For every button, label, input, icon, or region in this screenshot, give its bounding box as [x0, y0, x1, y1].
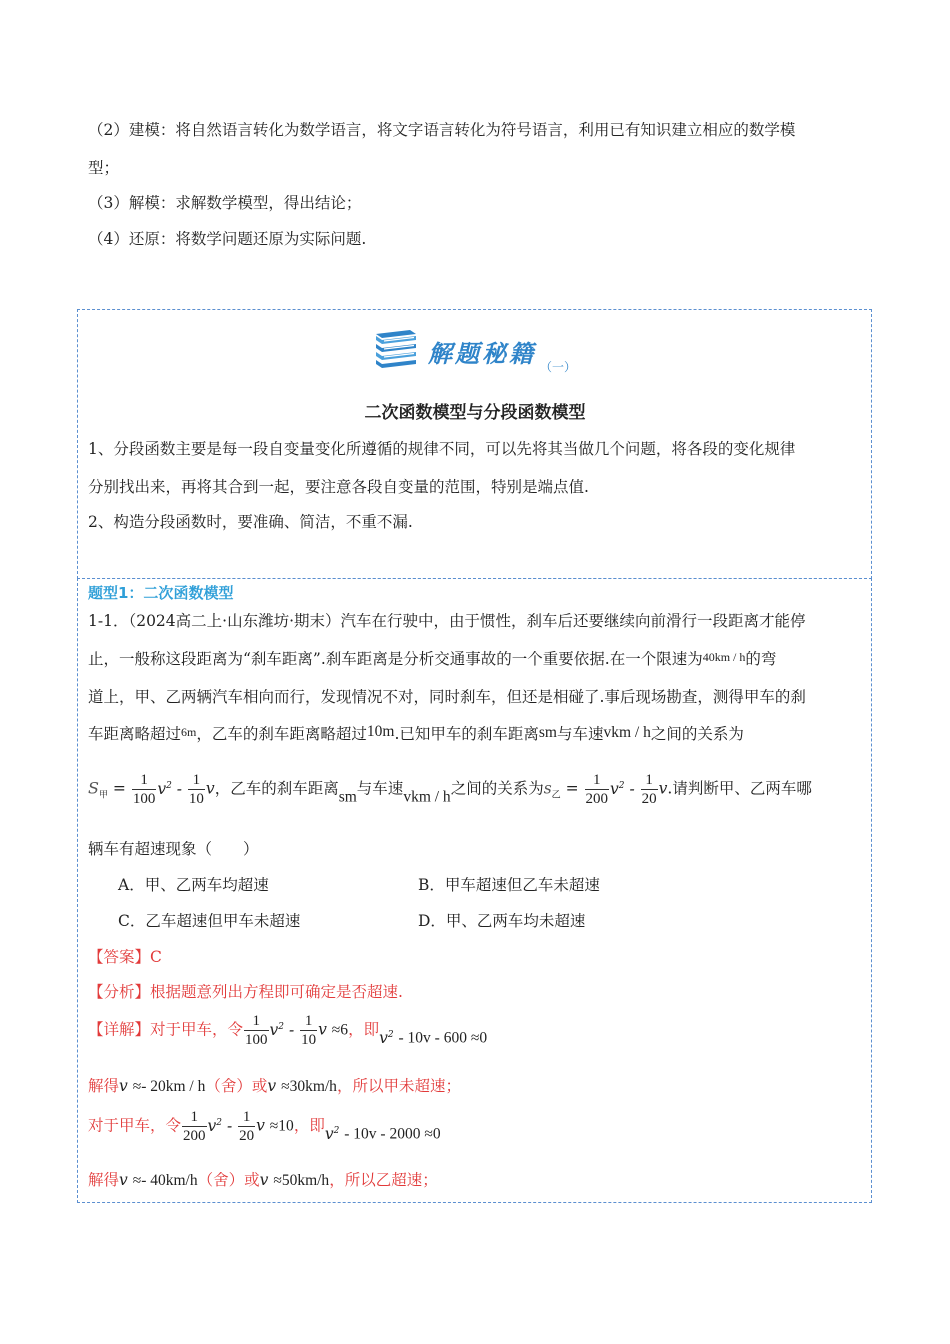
problem-text: 的弯: [745, 650, 777, 668]
formula-jia-lhs: S: [88, 778, 99, 798]
problem-line-2: [88, 647, 776, 669]
tip-2: 2、构造分段函数时，要准确、简洁，不重不漏.: [88, 513, 413, 531]
fraction: $\frac{1}{10}$: [301, 1013, 317, 1048]
detail-line-1: 【详解】对于甲车，令 $\frac{1}{100}$ $v^2$ - $\frac{1}{10}$ v ≈6，即$v^2 - 10v - 600 \approx 0$: [88, 1013, 488, 1048]
speed-limit: 40km / h: [702, 650, 746, 664]
fraction: $\frac{1}{200}$: [183, 1109, 206, 1144]
solution-value: ≈50km/h: [273, 1172, 330, 1189]
problem-text: 止，一般称这段距离为“刹车距离”.刹车距离是分析交通事故的一个重要依据.在一个限速为: [88, 650, 703, 668]
formula-jia-sub: 甲: [98, 790, 108, 801]
banner-title: 解题秘籍: [428, 339, 536, 368]
var-s: sm: [538, 724, 557, 741]
fraction: $\frac{1}{100}$: [132, 772, 156, 807]
var-v: vkm / h: [603, 724, 651, 741]
detail-label: 【详解】对于甲车，令: [88, 1020, 244, 1039]
intro-step-2-line1: （2）建模：将自然语言转化为数学语言，将文字语言转化为符号语言，利用已有知识建立相应的数学模: [88, 121, 796, 139]
option-a[interactable]: A．甲、乙两车均超速: [118, 876, 269, 894]
solution-value: ≈- 20km / h: [132, 1078, 206, 1095]
problem-text: 与车速: [356, 779, 404, 798]
problem-text: ，乙车的刹车距离: [214, 779, 339, 798]
problem-line-3: 道上，甲、乙两辆汽车相向而行，发现情况不对，同时刹车，但还是相碰了.事后现场勘查，测得甲车的刹: [88, 688, 806, 706]
problem-text: ，乙车的刹车距离略超过: [196, 725, 367, 743]
problem-text: 之间的关系为: [450, 779, 544, 798]
fraction: $\frac{1}{10}$: [188, 772, 204, 807]
formula-yi-lhs: s: [543, 779, 552, 798]
var-s: sm: [338, 788, 357, 806]
distance-jia: 6m: [181, 725, 197, 739]
section-title: 二次函数模型与分段函数模型: [364, 403, 586, 423]
detail-line-4: 解得v ≈- 40km/h（舍）或v ≈50km/h，所以乙超速；: [88, 1171, 438, 1189]
type-title: 题型1：二次函数模型: [88, 584, 234, 602]
option-d[interactable]: D．甲、乙两车均未超速: [418, 912, 586, 930]
fraction: $\frac{1}{20}$: [641, 772, 657, 807]
detail-text: （舍）或: [205, 1077, 268, 1095]
fraction: $\frac{1}{200}$: [585, 772, 609, 807]
problem-text: .已知甲车的刹车距离: [394, 725, 539, 743]
distance-yi: 10m: [366, 723, 395, 740]
tip-1-line2: 分别找出来，再将其合到一起，要注意各段自变量的范围，特别是端点值.: [88, 478, 589, 496]
formula-yi-sub: 乙: [551, 790, 561, 801]
problem-line-5: $S_甲$ = $\frac{1}{100}$ $v^2$ - $\frac{1}{10}$ v，乙车的刹车距离sm与车速vkm / h之间的关系为$s_乙$ = $\frac{1}{200}$ $v^2$ - $\frac{1}{20}$ v.请判断甲、乙两车哪: [88, 772, 812, 807]
detail-line-2: 解得v ≈- 20km / h（舍）或v ≈30km/h，所以甲未超速；: [88, 1077, 461, 1095]
intro-step-4: （4）还原：将数学问题还原为实际问题.: [88, 230, 367, 248]
detail-text: （舍）或: [197, 1171, 260, 1189]
detail-equation: - 10v - 600 ≈0: [398, 1029, 488, 1047]
detail-equation: - 10v - 2000 ≈0: [344, 1125, 441, 1143]
detail-rhs: ≈10: [269, 1117, 294, 1135]
detail-text: ，即: [293, 1116, 325, 1135]
detail-text: 解得: [88, 1171, 120, 1189]
solution-value: ≈30km/h: [281, 1078, 337, 1095]
analysis: 【分析】根据题意列出方程即可确定是否超速.: [88, 983, 403, 1001]
detail-text: ，所以甲未超速；: [336, 1077, 461, 1095]
detail-text: ，所以乙超速；: [329, 1171, 438, 1189]
intro-step-3: （3）解模：求解数学模型，得出结论；: [88, 194, 362, 212]
problem-text: 车距离略超过: [88, 725, 182, 743]
option-c[interactable]: C．乙车超速但甲车未超速: [118, 912, 301, 930]
detail-rhs: ≈6: [331, 1021, 349, 1039]
problem-text: .请判断甲、乙两车哪: [667, 779, 812, 798]
detail-text: ，即: [348, 1020, 380, 1039]
intro-step-2-line2: 型；: [88, 159, 120, 177]
problem-line-1: 1-1．（2024高二上·山东潍坊·期末）汽车在行驶中，由于惯性，刹车后还要继续向前滑行一段距离才能停: [88, 612, 806, 630]
solution-value: ≈- 40km/h: [132, 1172, 198, 1189]
problem-text: 与车速: [556, 725, 604, 743]
fraction: $\frac{1}{100}$: [245, 1013, 268, 1048]
detail-text: 对于甲车，令: [88, 1116, 182, 1135]
option-b[interactable]: B．甲车超速但乙车未超速: [418, 876, 600, 894]
answer: 【答案】C: [88, 948, 162, 966]
detail-text: 解得: [88, 1077, 120, 1095]
tip-1-line1: 1、分段函数主要是每一段自变量变化所遵循的规律不同，可以先将其当做几个问题，将各段的变化规律: [88, 440, 796, 458]
banner-subtitle: （一）: [540, 360, 577, 374]
books-stack-icon: [372, 328, 420, 368]
problem-text: 之间的关系为: [650, 725, 744, 743]
fraction: $\frac{1}{20}$: [239, 1109, 255, 1144]
detail-line-3: 对于甲车，令 $\frac{1}{200}$ $v^2$ - $\frac{1}{20}$ v ≈10，即$v^2 - 10v - 2000 \approx 0$: [88, 1109, 441, 1144]
problem-line-6: 辆车有超速现象（ ）: [88, 840, 259, 858]
problem-line-4: [88, 722, 744, 744]
var-v: vkm / h: [403, 788, 451, 806]
